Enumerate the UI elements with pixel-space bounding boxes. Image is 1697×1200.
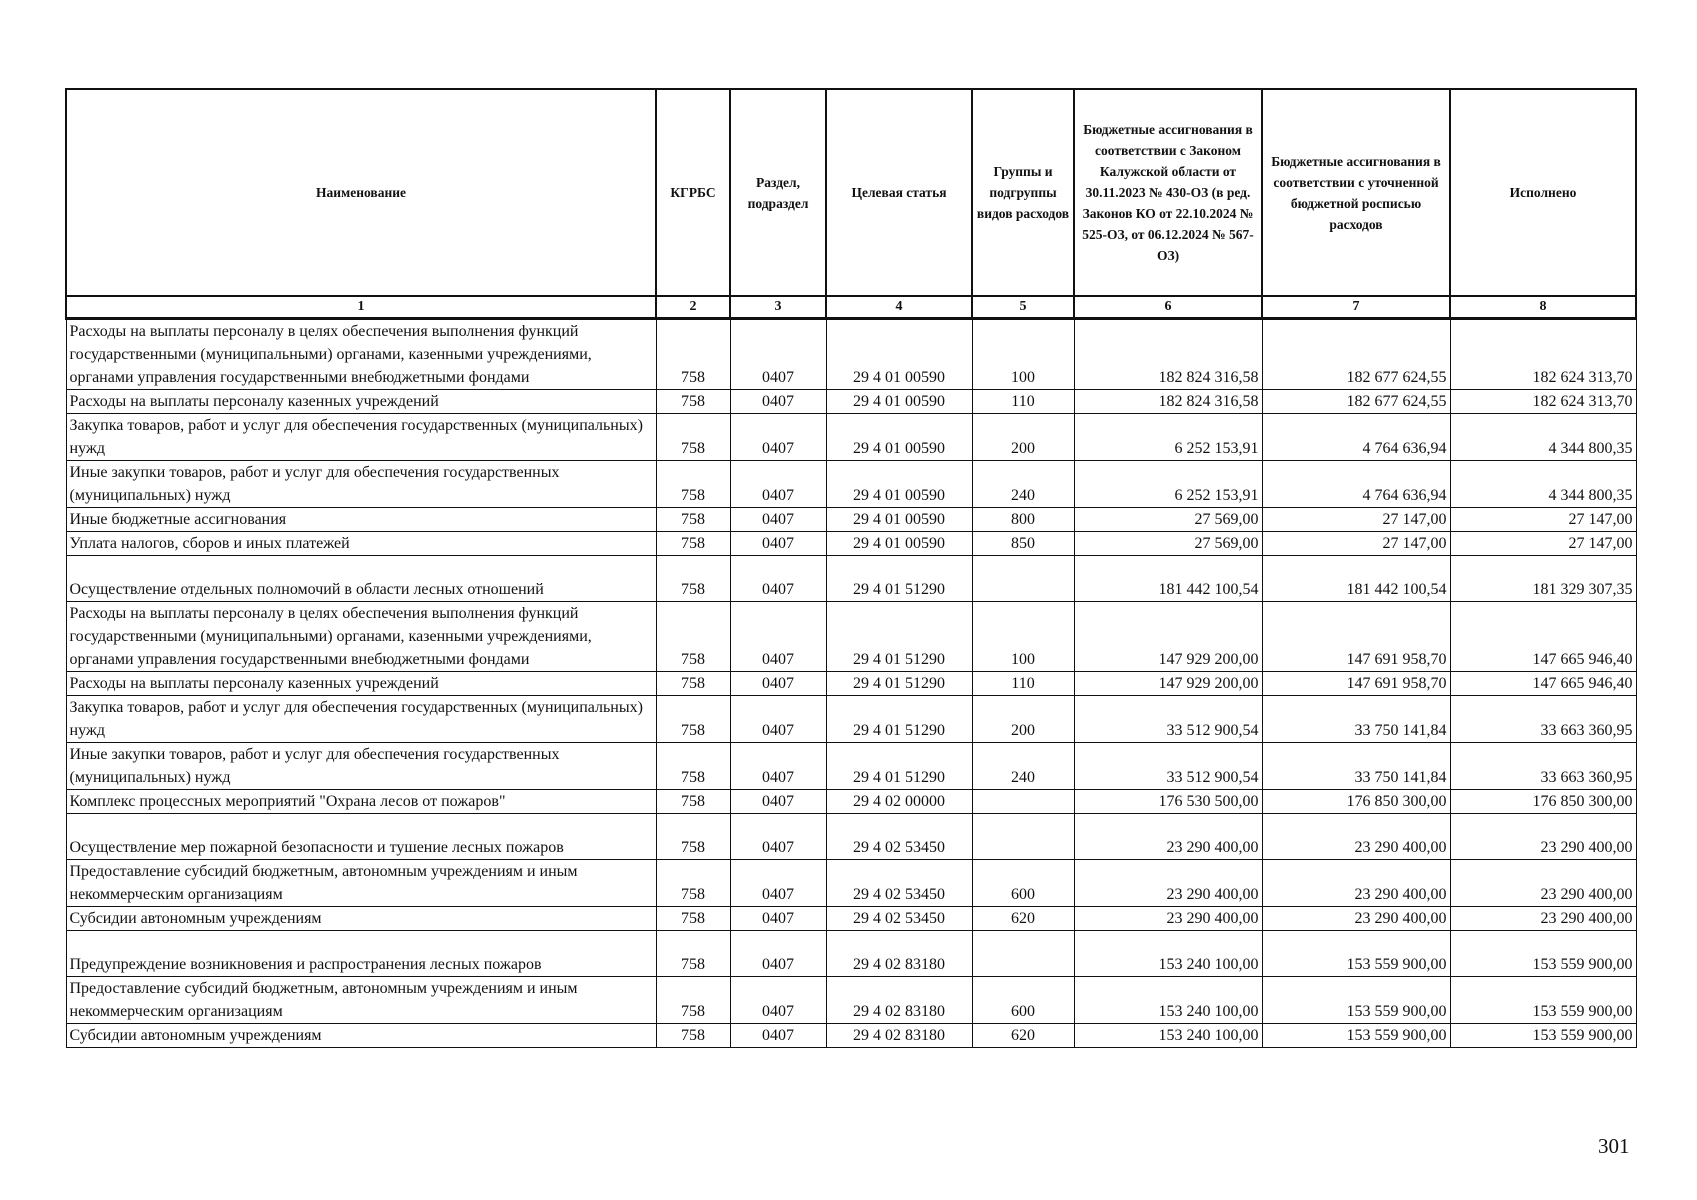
- table-row: [66, 743, 1636, 790]
- row-kgrbs: 758: [656, 696, 730, 743]
- row-section: 0407: [730, 743, 826, 790]
- row-kgrbs: 758: [656, 556, 730, 602]
- table-row: [66, 907, 1636, 931]
- row-name: Предупреждение возникновения и распространения лесных пожаров: [66, 931, 656, 977]
- row-refined-allocation: 23 290 400,00: [1262, 907, 1450, 931]
- row-law-allocation: 23 290 400,00: [1074, 907, 1262, 931]
- row-target-article: 29 4 01 00590: [826, 390, 972, 414]
- row-executed: 153 559 900,00: [1450, 931, 1636, 977]
- header-row: [66, 89, 1636, 296]
- column-number: 5: [972, 296, 1074, 319]
- row-refined-allocation: 147 691 958,70: [1262, 672, 1450, 696]
- row-name: Расходы на выплаты персоналу казенных учреждений: [66, 672, 656, 696]
- table-body: [66, 319, 1636, 1048]
- row-executed: 27 147,00: [1450, 508, 1636, 532]
- row-expense-group: 800: [972, 508, 1074, 532]
- row-refined-allocation: 27 147,00: [1262, 508, 1450, 532]
- row-section: 0407: [730, 508, 826, 532]
- header-section: Раздел, подраздел: [730, 89, 826, 296]
- row-executed: 23 290 400,00: [1450, 860, 1636, 907]
- row-target-article: 29 4 02 83180: [826, 1024, 972, 1048]
- row-law-allocation: 33 512 900,54: [1074, 696, 1262, 743]
- header-name: Наименование: [66, 89, 656, 296]
- row-kgrbs: 758: [656, 743, 730, 790]
- header-executed: Исполнено: [1450, 89, 1636, 296]
- row-name: Предоставление субсидий бюджетным, автономным учреждениям и иным некоммерческим организациям: [66, 860, 656, 907]
- row-expense-group: 100: [972, 602, 1074, 672]
- row-name: Субсидии автономным учреждениям: [66, 907, 656, 931]
- row-section: 0407: [730, 532, 826, 556]
- column-number: 8: [1450, 296, 1636, 319]
- table-row: [66, 414, 1636, 461]
- row-section: 0407: [730, 814, 826, 860]
- row-section: 0407: [730, 907, 826, 931]
- row-law-allocation: 182 824 316,58: [1074, 390, 1262, 414]
- page-number: 301: [1598, 1134, 1630, 1158]
- header-target-article: Целевая статья: [826, 89, 972, 296]
- table-row: [66, 508, 1636, 532]
- table-row: [66, 696, 1636, 743]
- row-target-article: 29 4 02 83180: [826, 977, 972, 1024]
- row-expense-group: [972, 931, 1074, 977]
- row-expense-group: 600: [972, 860, 1074, 907]
- row-expense-group: 200: [972, 696, 1074, 743]
- row-target-article: 29 4 01 51290: [826, 696, 972, 743]
- column-number: 4: [826, 296, 972, 319]
- row-refined-allocation: 153 559 900,00: [1262, 931, 1450, 977]
- row-kgrbs: 758: [656, 461, 730, 508]
- row-target-article: 29 4 02 83180: [826, 931, 972, 977]
- row-name: Субсидии автономным учреждениям: [66, 1024, 656, 1048]
- row-target-article: 29 4 02 53450: [826, 814, 972, 860]
- row-section: 0407: [730, 672, 826, 696]
- row-executed: 153 559 900,00: [1450, 977, 1636, 1024]
- row-law-allocation: 182 824 316,58: [1074, 319, 1262, 390]
- row-executed: 33 663 360,95: [1450, 696, 1636, 743]
- column-number: 2: [656, 296, 730, 319]
- row-kgrbs: 758: [656, 508, 730, 532]
- row-target-article: 29 4 01 00590: [826, 319, 972, 390]
- row-refined-allocation: 33 750 141,84: [1262, 743, 1450, 790]
- row-law-allocation: 147 929 200,00: [1074, 672, 1262, 696]
- header-refined-allocations: Бюджетные ассигнования в соответствии с уточненной бюджетной росписью расходов: [1262, 89, 1450, 296]
- table-row: [66, 461, 1636, 508]
- row-name: Закупка товаров, работ и услуг для обеспечения государственных (муниципальных) нужд: [66, 696, 656, 743]
- row-name: Предоставление субсидий бюджетным, автономным учреждениям и иным некоммерческим организациям: [66, 977, 656, 1024]
- row-kgrbs: 758: [656, 532, 730, 556]
- table-row: [66, 1024, 1636, 1048]
- row-kgrbs: 758: [656, 790, 730, 814]
- row-refined-allocation: 23 290 400,00: [1262, 814, 1450, 860]
- column-number: 3: [730, 296, 826, 319]
- row-executed: 147 665 946,40: [1450, 672, 1636, 696]
- table-row: [66, 931, 1636, 977]
- row-refined-allocation: 182 677 624,55: [1262, 390, 1450, 414]
- row-section: 0407: [730, 461, 826, 508]
- row-target-article: 29 4 02 53450: [826, 860, 972, 907]
- table-row: [66, 390, 1636, 414]
- row-name: Иные закупки товаров, работ и услуг для обеспечения государственных (муниципальных) нужд: [66, 743, 656, 790]
- row-refined-allocation: 182 677 624,55: [1262, 319, 1450, 390]
- row-refined-allocation: 153 559 900,00: [1262, 1024, 1450, 1048]
- row-section: 0407: [730, 696, 826, 743]
- row-refined-allocation: 153 559 900,00: [1262, 977, 1450, 1024]
- row-section: 0407: [730, 319, 826, 390]
- row-law-allocation: 176 530 500,00: [1074, 790, 1262, 814]
- row-expense-group: 240: [972, 461, 1074, 508]
- row-target-article: 29 4 02 53450: [826, 907, 972, 931]
- row-expense-group: 200: [972, 414, 1074, 461]
- column-number-row: [66, 296, 1636, 319]
- table-row: [66, 790, 1636, 814]
- column-number: 6: [1074, 296, 1262, 319]
- row-target-article: 29 4 01 00590: [826, 461, 972, 508]
- table-row: [66, 319, 1636, 390]
- row-name: Расходы на выплаты персоналу в целях обеспечения выполнения функций государственными (муниципальными) органами, казенными учреждениями, органами управления государственными внебюджетными фондами: [66, 319, 656, 390]
- row-section: 0407: [730, 977, 826, 1024]
- row-expense-group: 110: [972, 390, 1074, 414]
- row-executed: 153 559 900,00: [1450, 1024, 1636, 1048]
- row-kgrbs: 758: [656, 672, 730, 696]
- row-target-article: 29 4 01 51290: [826, 743, 972, 790]
- row-expense-group: 100: [972, 319, 1074, 390]
- row-executed: 181 329 307,35: [1450, 556, 1636, 602]
- row-kgrbs: 758: [656, 977, 730, 1024]
- row-name: Иные бюджетные ассигнования: [66, 508, 656, 532]
- table-row: [66, 977, 1636, 1024]
- table-row: [66, 814, 1636, 860]
- table-row: [66, 602, 1636, 672]
- row-refined-allocation: 176 850 300,00: [1262, 790, 1450, 814]
- row-target-article: 29 4 01 00590: [826, 508, 972, 532]
- row-law-allocation: 147 929 200,00: [1074, 602, 1262, 672]
- row-law-allocation: 153 240 100,00: [1074, 931, 1262, 977]
- row-refined-allocation: 33 750 141,84: [1262, 696, 1450, 743]
- row-section: 0407: [730, 414, 826, 461]
- row-name: Осуществление отдельных полномочий в области лесных отношений: [66, 556, 656, 602]
- column-number: 7: [1262, 296, 1450, 319]
- row-expense-group: 620: [972, 1024, 1074, 1048]
- table-row: [66, 556, 1636, 602]
- row-name: Комплекс процессных мероприятий "Охрана лесов от пожаров": [66, 790, 656, 814]
- row-expense-group: 600: [972, 977, 1074, 1024]
- row-name: Осуществление мер пожарной безопасности и тушение лесных пожаров: [66, 814, 656, 860]
- row-executed: 23 290 400,00: [1450, 814, 1636, 860]
- row-target-article: 29 4 01 51290: [826, 556, 972, 602]
- row-name: Уплата налогов, сборов и иных платежей: [66, 532, 656, 556]
- row-law-allocation: 6 252 153,91: [1074, 461, 1262, 508]
- budget-table: [65, 88, 1637, 1048]
- row-executed: 176 850 300,00: [1450, 790, 1636, 814]
- row-law-allocation: 153 240 100,00: [1074, 977, 1262, 1024]
- row-name: Расходы на выплаты персоналу казенных учреждений: [66, 390, 656, 414]
- row-expense-group: [972, 790, 1074, 814]
- table-row: [66, 672, 1636, 696]
- row-refined-allocation: 23 290 400,00: [1262, 860, 1450, 907]
- header-expense-group: Группы и подгруппы видов расходов: [972, 89, 1074, 296]
- row-law-allocation: 27 569,00: [1074, 508, 1262, 532]
- row-executed: 23 290 400,00: [1450, 907, 1636, 931]
- row-section: 0407: [730, 790, 826, 814]
- row-kgrbs: 758: [656, 602, 730, 672]
- row-refined-allocation: 4 764 636,94: [1262, 461, 1450, 508]
- row-executed: 4 344 800,35: [1450, 414, 1636, 461]
- table-row: [66, 860, 1636, 907]
- row-law-allocation: 6 252 153,91: [1074, 414, 1262, 461]
- row-expense-group: [972, 556, 1074, 602]
- row-section: 0407: [730, 860, 826, 907]
- row-target-article: 29 4 01 00590: [826, 532, 972, 556]
- row-expense-group: [972, 814, 1074, 860]
- row-kgrbs: 758: [656, 1024, 730, 1048]
- row-target-article: 29 4 02 00000: [826, 790, 972, 814]
- row-law-allocation: 153 240 100,00: [1074, 1024, 1262, 1048]
- row-target-article: 29 4 01 51290: [826, 602, 972, 672]
- row-expense-group: 240: [972, 743, 1074, 790]
- table-row: [66, 532, 1636, 556]
- row-law-allocation: 181 442 100,54: [1074, 556, 1262, 602]
- row-kgrbs: 758: [656, 319, 730, 390]
- row-name: Иные закупки товаров, работ и услуг для обеспечения государственных (муниципальных) нужд: [66, 461, 656, 508]
- row-name: Расходы на выплаты персоналу в целях обеспечения выполнения функций государственными (муниципальными) органами, казенными учреждениями, органами управления государственными внебюджетными фондами: [66, 602, 656, 672]
- row-refined-allocation: 4 764 636,94: [1262, 414, 1450, 461]
- row-executed: 33 663 360,95: [1450, 743, 1636, 790]
- row-refined-allocation: 27 147,00: [1262, 532, 1450, 556]
- row-kgrbs: 758: [656, 860, 730, 907]
- row-executed: 147 665 946,40: [1450, 602, 1636, 672]
- row-name: Закупка товаров, работ и услуг для обеспечения государственных (муниципальных) нужд: [66, 414, 656, 461]
- header-kgrbs: КГРБС: [656, 89, 730, 296]
- row-section: 0407: [730, 931, 826, 977]
- row-section: 0407: [730, 556, 826, 602]
- row-section: 0407: [730, 390, 826, 414]
- row-executed: 182 624 313,70: [1450, 390, 1636, 414]
- row-kgrbs: 758: [656, 814, 730, 860]
- row-kgrbs: 758: [656, 414, 730, 461]
- row-expense-group: 110: [972, 672, 1074, 696]
- row-section: 0407: [730, 602, 826, 672]
- row-kgrbs: 758: [656, 907, 730, 931]
- row-kgrbs: 758: [656, 390, 730, 414]
- row-refined-allocation: 181 442 100,54: [1262, 556, 1450, 602]
- row-executed: 182 624 313,70: [1450, 319, 1636, 390]
- header-law-allocations: Бюджетные ассигнования в соответствии с Законом Калужской области от 30.11.2023 № 430-ОЗ (в ред. Законов КО от 22.10.2024 № 525-ОЗ, от 06.12.2024 № 567-ОЗ): [1074, 89, 1262, 296]
- row-expense-group: 620: [972, 907, 1074, 931]
- row-expense-group: 850: [972, 532, 1074, 556]
- row-law-allocation: 23 290 400,00: [1074, 814, 1262, 860]
- row-executed: 4 344 800,35: [1450, 461, 1636, 508]
- row-kgrbs: 758: [656, 931, 730, 977]
- row-target-article: 29 4 01 51290: [826, 672, 972, 696]
- row-law-allocation: 33 512 900,54: [1074, 743, 1262, 790]
- row-executed: 27 147,00: [1450, 532, 1636, 556]
- row-refined-allocation: 147 691 958,70: [1262, 602, 1450, 672]
- row-target-article: 29 4 01 00590: [826, 414, 972, 461]
- row-law-allocation: 23 290 400,00: [1074, 860, 1262, 907]
- row-section: 0407: [730, 1024, 826, 1048]
- column-number: 1: [66, 296, 656, 319]
- row-law-allocation: 27 569,00: [1074, 532, 1262, 556]
